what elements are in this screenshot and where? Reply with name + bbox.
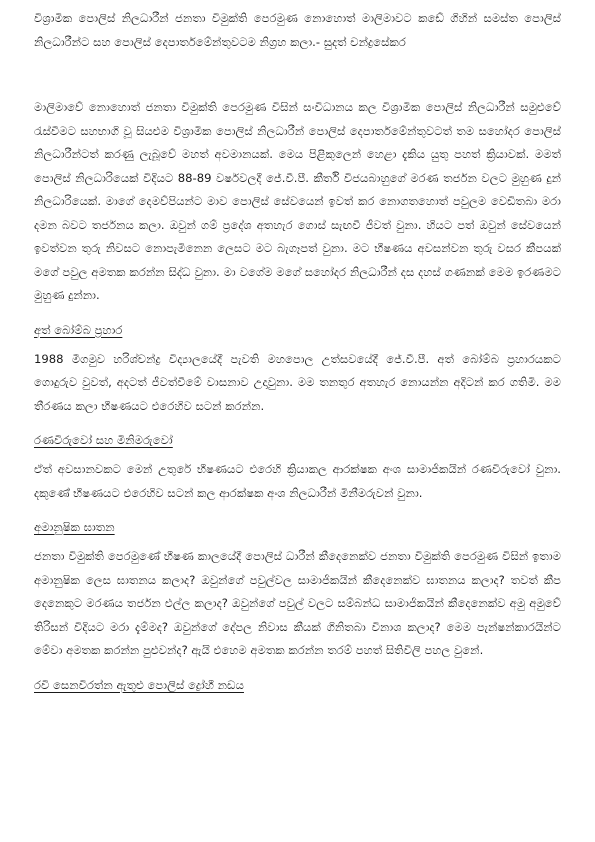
- intro-paragraph: විශ්‍රාමික පොලිස් නිලධාරීන් ජනතා විමුක්ති පෙරමුණ නොහොත් මාලිමාවට කඩේ ගිහින් සමස්ත පොලිස් නිලධාරීන්ට සහ පොලිස් දෙපාර්තමේන්තුවටම නිග්‍රහ කලා.- සුදත් චන්ද්‍රසේකර: [34, 11, 561, 49]
- section-heading-heroes-and-murderers: රණවිරුවෝ සහ මිනිමරුවෝ: [34, 433, 173, 447]
- body-paragraph-3: ඒත් අවසානවකට මෙන් උතුරේ භීෂණයට එරෙහි ක්‍රියාකල ආරක්ෂක අංශ සාමාජිකයින් රණවිරුවෝ වුනා. දකුණේ භීෂණයට එරෙහිව සටන් කල ආරක්ෂක අංශ නිලධාරීන් මිනීමරුවන් වුනා.: [34, 462, 561, 500]
- body-paragraph-4: ජනතා විමුක්ති පෙරමුණේ භීෂණ කාලයේදී පොලිස් ධාරීන් කීදෙනෙක්ව ජනතා විමුක්ති පෙරමුණ විසින් ඉතාම අමානුෂික ලෙස ඝාතනය කලාද? ඔවුන්ගේ පවුල්වල සාමාජිකයින් කීදෙනෙක්ව ඝාතනය කලාද? තවත් කීප දෙනෙකුට මරණය තර්ජන එල්ල කලාද? ඔවුන්ගේ පවුල් වලට සම්බන්ධ සාමාජිකයින් කීදෙනෙක්ව අමු අමුවේ තිරිසන් විදියට මරා දැම්මද? ඔවුන්ගේ දේපල නිවාස කීයක් ගිනිතබා විනාශ කලාද? මෙම පැන්ෂන්කාරයින්ට මේවා අමතක කරන්න පුළුවන්ද? ඇයි එහෙම අමතක කරන්න තරම් පහත් සිතිවිලි පහල වුනේ.: [34, 549, 561, 657]
- body-paragraph-1: මාලිමාවේ නොහොත් ජනතා විමුක්ති පෙරමුණ විසින් සංවිධානය කල විශ්‍රාමික පොලිස් නිලධාරීන් සමුළුවේ රැස්වීමට සහභාගි වූ සියළුම විශ්‍රාමික පොලිස් නිලධාරීන් පොලිස් දෙපාර්තමේන්තුවටත් තම සහෝදර පොලිස් නිලධාරීන්ටත් කරණු ලැබූවේ මහත් අවමානයක්. මෙය පිළිකුලෙන් හෙළා දැකිය යුතු පහත් ක්‍රියාවක්. මමත් පොලිස් නිලධාරියෙක් විදියට 88-89 වර්ෂවලදී ජේ.වී.පී. කීර්ති විජයබාහුගේ මරණ තර්ජන වලට මුහුණ දුන් නිලධාරියෙක්. මාගේ දෙමව්පියන්ට මාව පොලිස් සේවයෙන් ඉවත් කර නොගතහොත් පවුලම වෙඩිතබා මරා දමන බවට තර්ජනය කලා. ඔවුන් ගම් ප්‍රදේශ අතහැර ගොස් සැඟවී ජීවත් වුනා. හියට පත් ඔවුන් සේවයෙන් ඉවත්වන තුරු නිවසට නොපැමිනෙන ලෙසට මට බැගෑපත් වුනා. මට භීෂණය අවසන්වන තුරු වසර කීපයක් මගේ පවුල අමතක කරන්න සිද්ධ වුනා. මා වගේම මගේ සහෝදර නිලධාරීන් දස දහස් ගණනක් මෙම ඉරණමට මුහුණ දුන්නා.: [34, 100, 561, 302]
- section-heading-hand-bombs: අත් බෝම්බ ප්‍රහාර: [34, 322, 123, 337]
- section-heading-inhuman-killings: අමානුෂික ඝාතන: [34, 520, 115, 534]
- body-paragraph-2: 1988 මීගමුව හරිශ්චන්ද්‍ර විද්‍යාලයේදී පැවති මහපොල උත්සවයේදී ජේ.වී.පී. අත් බෝම්බ ප්‍රහාරයකට ගොදුරුව වුවත්, අදටත් ජීවත්වීමේ වාසනාව උදාවුනා. මම තනතුර අතහැර නොයන්න අදිටන් කර ගතිමි. මම තීරණය කලා භීෂණයට එරෙහිව සටන් කරන්න.: [34, 351, 561, 413]
- section-heading-ravi-senaviratne: රවි සෙනවිරත්න ඇතුළු පොලිස් ද්‍රෝහී නඩය: [34, 677, 244, 692]
